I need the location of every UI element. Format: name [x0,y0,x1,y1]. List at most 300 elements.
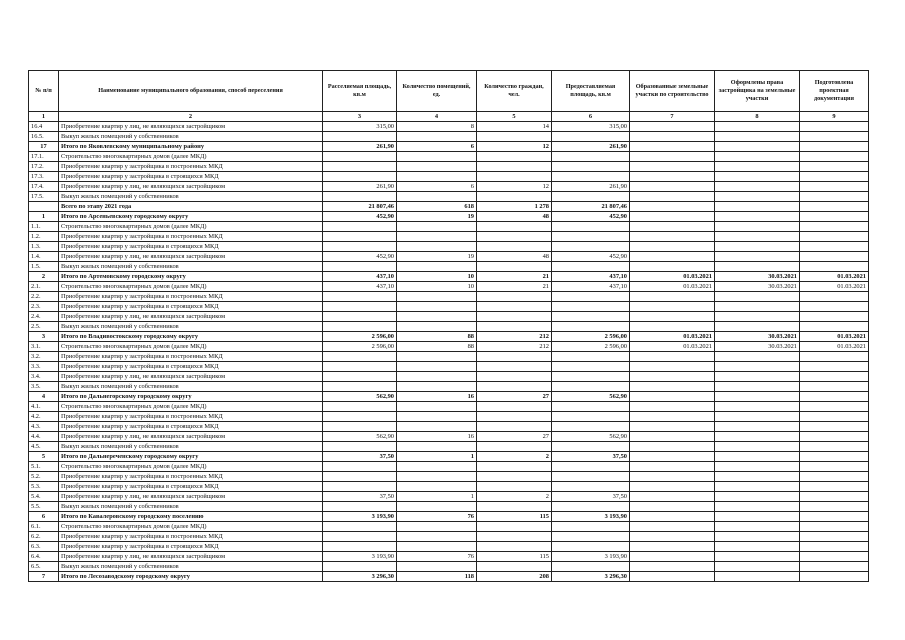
row-number: 3.2. [29,352,59,362]
cell-area [323,322,397,332]
cell-rights-date [715,242,800,252]
header-docs: Подготовлена проектная документация [800,71,869,112]
cell-land-date [630,422,715,432]
cell-rooms [397,542,477,552]
cell-land-date: 01.03.2021 [630,332,715,342]
cell-provided [552,232,630,242]
row-number: 2.2. [29,292,59,302]
row-name: Выкуп жилых помещений у собственников [59,132,323,142]
row-number: 16.4 [29,122,59,132]
column-number: 4 [397,112,477,122]
cell-rights-date [715,362,800,372]
cell-provided: 261,90 [552,182,630,192]
row-name: Строительство многоквартирных домов (далее МКД) [59,282,323,292]
cell-provided [552,322,630,332]
row-name: Приобретение квартир у застройщика в строящихся МКД [59,422,323,432]
column-number: 2 [59,112,323,122]
cell-rights-date [715,452,800,462]
cell-land-date [630,472,715,482]
table-row [29,552,869,562]
row-name: Приобретение квартир у застройщика в строящихся МКД [59,542,323,552]
cell-land-date [630,242,715,252]
cell-people [477,292,552,302]
cell-provided [552,262,630,272]
cell-area: 562,90 [323,392,397,402]
row-name: Приобретение квартир у лиц, не являющихся застройщиком [59,122,323,132]
cell-docs-date [800,402,869,412]
cell-provided [552,222,630,232]
table-total-row [29,392,869,402]
cell-area: 261,90 [323,142,397,152]
table-row [29,492,869,502]
row-number: 17 [29,142,59,152]
cell-provided: 3 193,90 [552,552,630,562]
resettlement-table [28,70,869,582]
table-total-row [29,572,869,582]
table-row [29,252,869,262]
cell-area [323,442,397,452]
row-name: Выкуп жилых помещений у собственников [59,322,323,332]
row-number: 1.3. [29,242,59,252]
cell-provided [552,472,630,482]
cell-area [323,362,397,372]
header-name: Наименование муниципального образования, способ переселения [59,71,323,112]
row-name: Итого по Лесозаводскому городскому округу [59,572,323,582]
row-number: 1.4. [29,252,59,262]
cell-land-date: 01.03.2021 [630,342,715,352]
cell-docs-date [800,562,869,572]
table-total-row [29,142,869,152]
cell-rooms: 10 [397,272,477,282]
row-number: 5.5. [29,502,59,512]
cell-people: 14 [477,122,552,132]
cell-docs-date [800,262,869,272]
row-name: Приобретение квартир у лиц, не являющихся застройщиком [59,372,323,382]
cell-provided [552,362,630,372]
row-number: 1.5. [29,262,59,272]
cell-area [323,302,397,312]
row-number: 2.1. [29,282,59,292]
row-number: 1.1. [29,222,59,232]
table-row [29,372,869,382]
cell-people: 27 [477,392,552,402]
row-name: Приобретение квартир у застройщика в строящихся МКД [59,482,323,492]
cell-land-date [630,322,715,332]
cell-rooms: 6 [397,182,477,192]
cell-docs-date [800,462,869,472]
table-total-row [29,512,869,522]
cell-rooms: 76 [397,552,477,562]
cell-provided [552,462,630,472]
table-row [29,352,869,362]
cell-area [323,402,397,412]
cell-area [323,192,397,202]
row-name: Приобретение квартир у застройщика в построенных МКД [59,292,323,302]
row-name: Строительство многоквартирных домов (далее МКД) [59,402,323,412]
row-number: 3 [29,332,59,342]
cell-docs-date [800,292,869,302]
cell-rooms: 16 [397,432,477,442]
cell-rights-date [715,432,800,442]
cell-docs-date [800,212,869,222]
cell-docs-date [800,252,869,262]
cell-rooms [397,502,477,512]
cell-people [477,462,552,472]
row-number: 17.5. [29,192,59,202]
cell-rooms [397,532,477,542]
cell-land-date [630,492,715,502]
row-name: Приобретение квартир у лиц, не являющихся застройщиком [59,552,323,562]
cell-rights-date [715,192,800,202]
cell-land-date [630,302,715,312]
cell-docs-date [800,442,869,452]
cell-area [323,412,397,422]
cell-docs-date [800,362,869,372]
table-row [29,482,869,492]
cell-rooms: 1 [397,452,477,462]
row-name: Выкуп жилых помещений у собственников [59,442,323,452]
cell-land-date [630,462,715,472]
cell-rights-date [715,262,800,272]
cell-rooms: 16 [397,392,477,402]
row-name: Приобретение квартир у застройщика в построенных МКД [59,532,323,542]
cell-people [477,242,552,252]
cell-people [477,382,552,392]
table-row [29,532,869,542]
cell-land-date [630,402,715,412]
column-number: 1 [29,112,59,122]
cell-area: 452,90 [323,252,397,262]
cell-land-date [630,412,715,422]
cell-rights-date [715,172,800,182]
cell-rights-date: 30.03.2021 [715,282,800,292]
cell-area [323,382,397,392]
cell-rooms: 1 [397,492,477,502]
cell-docs-date: 01.03.2021 [800,332,869,342]
cell-area: 3 193,90 [323,512,397,522]
cell-people: 2 [477,452,552,462]
cell-docs-date [800,162,869,172]
row-number: 5.1. [29,462,59,472]
row-name: Строительство многоквартирных домов (далее МКД) [59,462,323,472]
row-name: Приобретение квартир у лиц, не являющихся застройщиком [59,252,323,262]
row-name: Строительство многоквартирных домов (далее МКД) [59,342,323,352]
row-name: Итого по Дальнегорскому городскому округу [59,392,323,402]
cell-provided [552,442,630,452]
cell-rights-date [715,182,800,192]
cell-rights-date [715,412,800,422]
column-number: 7 [630,112,715,122]
row-name: Итого по Яковлевскому муниципальному району [59,142,323,152]
cell-provided [552,562,630,572]
cell-rooms [397,412,477,422]
cell-land-date [630,142,715,152]
cell-rooms: 88 [397,342,477,352]
cell-rights-date [715,352,800,362]
cell-people: 212 [477,332,552,342]
cell-people: 21 [477,282,552,292]
cell-area: 437,10 [323,272,397,282]
table-row [29,502,869,512]
cell-rights-date [715,422,800,432]
cell-people [477,562,552,572]
cell-rooms [397,292,477,302]
cell-area [323,172,397,182]
row-name: Итого по Дальнереченскому городскому округу [59,452,323,462]
cell-land-date [630,312,715,322]
cell-docs-date: 01.03.2021 [800,272,869,282]
table-row [29,432,869,442]
cell-provided: 452,90 [552,252,630,262]
cell-people [477,532,552,542]
row-number: 1 [29,212,59,222]
cell-area [323,542,397,552]
cell-rights-date [715,312,800,322]
table-row [29,172,869,182]
cell-provided [552,172,630,182]
header-provided: Предоставляемая площадь, кв.м [552,71,630,112]
cell-docs-date [800,502,869,512]
cell-rooms [397,462,477,472]
cell-docs-date [800,202,869,212]
cell-rights-date [715,232,800,242]
cell-rooms [397,382,477,392]
cell-people: 212 [477,342,552,352]
cell-area [323,562,397,572]
cell-land-date [630,372,715,382]
row-number: 4 [29,392,59,402]
cell-provided [552,192,630,202]
cell-people [477,442,552,452]
row-number: 4.2. [29,412,59,422]
cell-docs-date: 01.03.2021 [800,342,869,352]
cell-provided [552,382,630,392]
cell-rights-date [715,482,800,492]
cell-rooms [397,562,477,572]
cell-rooms: 6 [397,142,477,152]
cell-provided [552,522,630,532]
cell-people [477,542,552,552]
cell-area: 3 193,90 [323,552,397,562]
cell-area [323,312,397,322]
row-name: Приобретение квартир у застройщика в построенных МКД [59,412,323,422]
row-name: Строительство многоквартирных домов (далее МКД) [59,222,323,232]
table-row [29,342,869,352]
cell-provided: 437,10 [552,282,630,292]
cell-people: 115 [477,552,552,562]
table-row [29,302,869,312]
cell-people: 48 [477,212,552,222]
cell-land-date [630,542,715,552]
row-number: 17.2. [29,162,59,172]
cell-area: 437,10 [323,282,397,292]
cell-docs-date [800,132,869,142]
table-row [29,282,869,292]
cell-area: 452,90 [323,212,397,222]
table-total-row [29,332,869,342]
table-row [29,262,869,272]
cell-docs-date [800,352,869,362]
cell-provided [552,312,630,322]
cell-docs-date [800,242,869,252]
cell-land-date [630,152,715,162]
cell-area [323,232,397,242]
table-row [29,152,869,162]
row-number: 5.4. [29,492,59,502]
cell-land-date [630,192,715,202]
cell-land-date [630,532,715,542]
row-number: 16.5. [29,132,59,142]
cell-docs-date [800,172,869,182]
table-row [29,522,869,532]
cell-docs-date [800,472,869,482]
cell-rights-date [715,442,800,452]
row-number: 2.3. [29,302,59,312]
table-row [29,292,869,302]
cell-area [323,372,397,382]
cell-land-date [630,382,715,392]
row-number: 17.1. [29,152,59,162]
cell-provided: 315,00 [552,122,630,132]
cell-area [323,502,397,512]
cell-land-date [630,352,715,362]
cell-rights-date [715,132,800,142]
cell-people [477,152,552,162]
cell-provided: 562,90 [552,432,630,442]
row-number: 2.4. [29,312,59,322]
cell-people [477,352,552,362]
cell-rooms [397,172,477,182]
cell-people [477,192,552,202]
cell-rights-date [715,292,800,302]
cell-docs-date [800,382,869,392]
row-number: 6.5. [29,562,59,572]
row-name: Приобретение квартир у застройщика в строящихся МКД [59,242,323,252]
cell-provided: 3 296,30 [552,572,630,582]
cell-rights-date [715,122,800,132]
cell-rights-date: 30.03.2021 [715,332,800,342]
cell-rights-date [715,322,800,332]
cell-provided [552,132,630,142]
cell-land-date: 01.03.2021 [630,272,715,282]
row-name: Приобретение квартир у застройщика в построенных МКД [59,472,323,482]
cell-rooms [397,262,477,272]
header-people: Количество граждан, чел. [477,71,552,112]
column-number: 3 [323,112,397,122]
cell-provided [552,352,630,362]
row-name: Приобретение квартир у лиц, не являющихся застройщиком [59,432,323,442]
table-row [29,422,869,432]
cell-land-date [630,552,715,562]
cell-docs-date [800,542,869,552]
cell-rights-date [715,252,800,262]
cell-area [323,462,397,472]
cell-docs-date [800,222,869,232]
cell-docs-date [800,302,869,312]
table-total-row [29,212,869,222]
cell-rooms [397,472,477,482]
row-name: Строительство многоквартирных домов (далее МКД) [59,522,323,532]
row-name: Выкуп жилых помещений у собственников [59,502,323,512]
table-row [29,382,869,392]
cell-people: 2 [477,492,552,502]
cell-people: 12 [477,182,552,192]
table-body [29,112,869,582]
cell-area: 37,50 [323,492,397,502]
cell-rooms [397,242,477,252]
cell-land-date [630,512,715,522]
row-number: 3.1. [29,342,59,352]
cell-rights-date [715,502,800,512]
cell-land-date [630,452,715,462]
cell-area [323,522,397,532]
cell-docs-date [800,572,869,582]
row-number: 6.3. [29,542,59,552]
cell-people: 27 [477,432,552,442]
cell-provided: 21 807,46 [552,202,630,212]
cell-area [323,262,397,272]
table-row [29,322,869,332]
header-area: Расселяемая площадь, кв.м [323,71,397,112]
cell-people: 208 [477,572,552,582]
cell-people [477,162,552,172]
cell-people [477,502,552,512]
cell-land-date [630,502,715,512]
cell-docs-date [800,512,869,522]
row-number: 7 [29,572,59,582]
cell-rights-date [715,532,800,542]
cell-docs-date [800,552,869,562]
cell-provided [552,412,630,422]
cell-rooms [397,322,477,332]
table-row [29,192,869,202]
cell-docs-date [800,452,869,462]
cell-area [323,222,397,232]
cell-provided: 261,90 [552,142,630,152]
cell-rooms [397,192,477,202]
cell-people [477,132,552,142]
cell-area [323,132,397,142]
row-name: Выкуп жилых помещений у собственников [59,262,323,272]
row-number: 3.4. [29,372,59,382]
cell-rights-date [715,152,800,162]
cell-provided: 562,90 [552,392,630,402]
header-rooms: Количество помещений, ед. [397,71,477,112]
row-name: Приобретение квартир у застройщика в строящихся МКД [59,302,323,312]
cell-rights-date [715,492,800,502]
cell-provided [552,242,630,252]
cell-rights-date [715,402,800,412]
table-row [29,362,869,372]
table-total-row [29,272,869,282]
cell-area [323,482,397,492]
cell-people [477,412,552,422]
cell-land-date [630,292,715,302]
cell-rights-date [715,382,800,392]
cell-land-date [630,252,715,262]
cell-rooms [397,422,477,432]
table-row [29,462,869,472]
cell-provided: 437,10 [552,272,630,282]
cell-provided [552,292,630,302]
table-row [29,182,869,192]
cell-rooms [397,152,477,162]
row-number: 5 [29,452,59,462]
cell-area [323,422,397,432]
cell-docs-date: 01.03.2021 [800,282,869,292]
cell-land-date [630,132,715,142]
row-name: Выкуп жилых помещений у собственников [59,382,323,392]
